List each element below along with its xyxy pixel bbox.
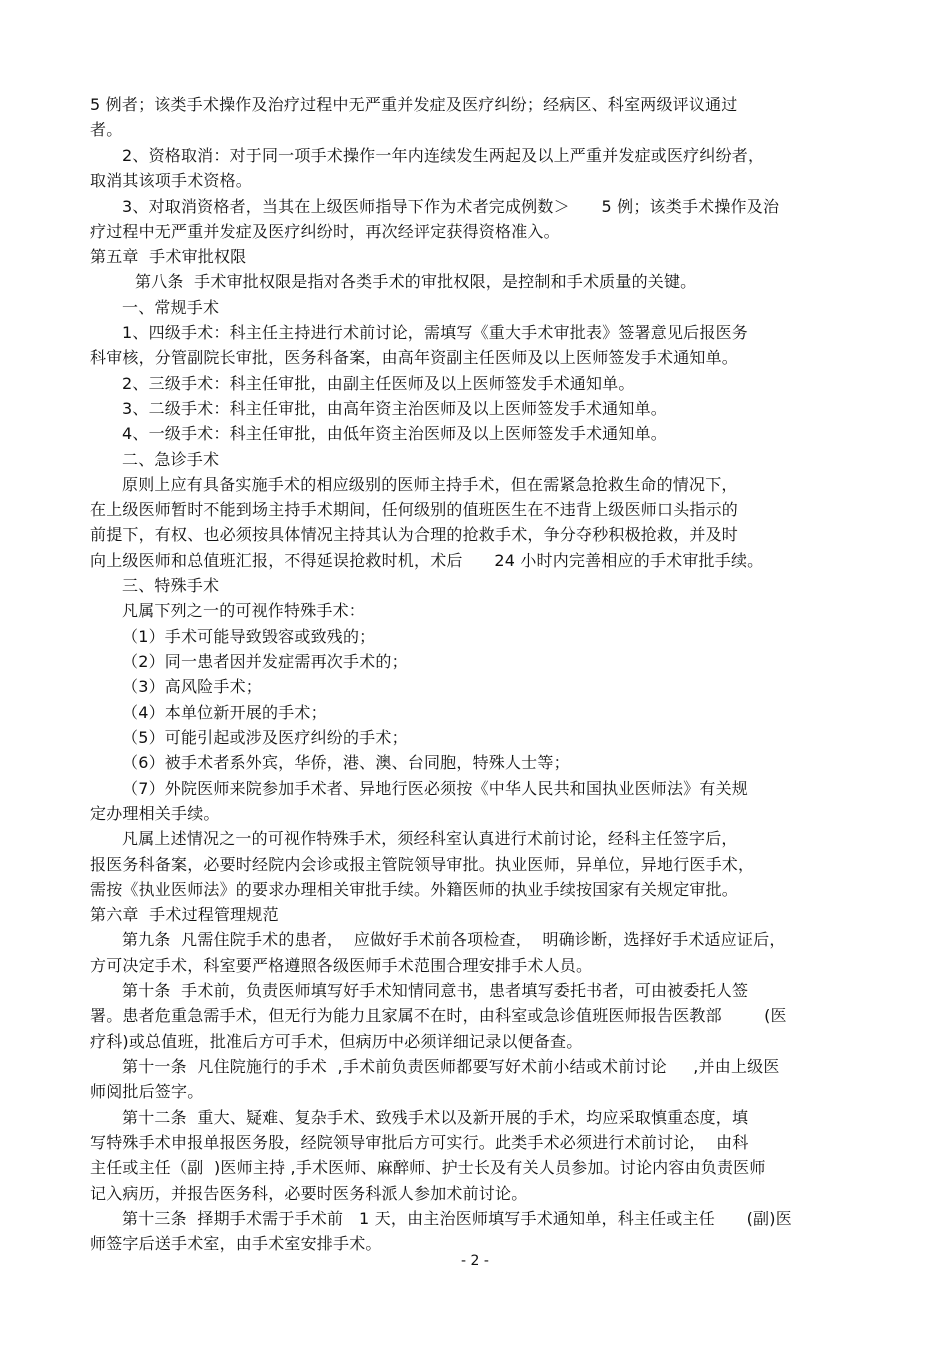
text-line: （7）外院医师来院参加手术者、异地行医必须按《中华人民共和国执业医师法》有关规: [122, 779, 748, 798]
text-line: 疗科)或总值班，批准后方可手术，但病历中必须详细记录以便备查。: [90, 1032, 583, 1051]
text-line: 在上级医师暂时不能到场主持手术期间，任何级别的值班医生在不违背上级医师口头指示的: [90, 500, 739, 519]
text-line: 第十条 手术前，负责医师填写好手术知情同意书，患者填写委托书者，可由被委托人签: [122, 981, 749, 1000]
text-line: 取消其该项手术资格。: [90, 171, 253, 190]
text-line: 需按《执业医师法》的要求办理相关审批手续。外籍医师的执业手续按国家有关规定审批。: [90, 880, 739, 899]
text-line: 前提下，有权、也必须按具体情况主持其认为合理的抢救手术，争分夺秒积极抢救，并及时: [90, 525, 739, 544]
text-line: 记入病历，并报告医务科，必要时医务科派人参加术前讨论。: [90, 1184, 528, 1203]
text-line: 者。: [90, 120, 123, 139]
text-line: 第五章 手术审批权限: [90, 247, 247, 266]
text-line: 第十三条 择期手术需于手术前 1 天，由主治医师填写手术通知单，科主任或主任 (副)医: [122, 1209, 792, 1228]
text-line: （6）被手术者系外宾，华侨，港、澳、台同胞，特殊人士等；: [122, 753, 570, 772]
text-line: 一、常规手术: [122, 298, 220, 317]
text-line: 报医务科备案，必要时经院内会诊或报主管院领导审批。执业医师，异单位，异地行医手术，: [90, 855, 755, 874]
text-line: 原则上应有具备实施手术的相应级别的医师主持手术，但在需紧急抢救生命的情况下，: [122, 475, 738, 494]
text-line: 第八条 手术审批权限是指对各类手术的审批权限，是控制和手术质量的关键。: [135, 272, 697, 291]
text-line: 2、资格取消：对于同一项手术操作一年内连续发生两起及以上严重并发症或医疗纠纷者，: [122, 146, 765, 165]
text-line: 署。患者危重急需手术，但无行为能力且家属不在时，由科室或急诊值班医师报告医教部 (医: [90, 1006, 787, 1025]
text-line: 二、急诊手术: [122, 450, 220, 469]
text-line: 三、特殊手术: [122, 576, 220, 595]
text-line: （1）手术可能导致毁容或致残的；: [122, 627, 376, 646]
text-line: 第十一条 凡住院施行的手术 ,手术前负责医师都要写好术前小结或术前讨论 ,并由上级医: [122, 1057, 780, 1076]
text-line: （2）同一患者因并发症需再次手术的；: [122, 652, 408, 671]
text-line: （4）本单位新开展的手术；: [122, 703, 327, 722]
text-line: 凡属下列之一的可视作特殊手术：: [122, 601, 366, 620]
text-line: 凡属上述情况之一的可视作特殊手术，须经科室认真进行术前讨论，经科主任签字后，: [122, 829, 738, 848]
text-line: 5 例者；该类手术操作及治疗过程中无严重并发症及医疗纠纷；经病区、科室两级评议通过: [90, 95, 738, 114]
text-line: 第九条 凡需住院手术的患者， 应做好手术前各项检查， 明确诊断，选择好手术适应证后，: [122, 930, 786, 949]
text-line: 师阅批后签字。: [90, 1082, 204, 1101]
text-line: （5）可能引起或涉及医疗纠纷的手术；: [122, 728, 408, 747]
text-line: 方可决定手术，科室要严格遵照各级医师手术范围合理安排手术人员。: [90, 956, 593, 975]
text-line: （3）高风险手术；: [122, 677, 262, 696]
text-line: 1、四级手术：科主任主持进行术前讨论，需填写《重大手术审批表》签署意见后报医务: [122, 323, 748, 342]
text-line: 定办理相关手续。: [90, 804, 220, 823]
text-line: 4、一级手术：科主任审批，由低年资主治医师及以上医师签发手术通知单。: [122, 424, 667, 443]
text-line: 第六章 手术过程管理规范: [90, 905, 279, 924]
text-line: 2、三级手术：科主任审批，由副主任医师及以上医师签发手术通知单。: [122, 374, 635, 393]
text-line: 主任或主任（副 )医师主持 ,手术医师、麻醉师、护士长及有关人员参加。讨论内容由负责医师: [90, 1158, 766, 1177]
text-line: 师签字后送手术室，由手术室安排手术。: [90, 1234, 382, 1253]
text-line: 第十二条 重大、疑难、复杂手术、致残手术以及新开展的手术，均应采取慎重态度，填: [122, 1108, 749, 1127]
page-number: - 2 -: [461, 1253, 489, 1269]
text-line: 向上级医师和总值班汇报，不得延误抢救时机，术后 24 小时内完善相应的手术审批手续。: [90, 551, 764, 570]
text-line: 科审核，分管副院长审批，医务科备案，由高年资副主任医师及以上医师签发手术通知单。: [90, 348, 739, 367]
text-line: 3、二级手术：科主任审批，由高年资主治医师及以上医师签发手术通知单。: [122, 399, 667, 418]
text-line: 3、对取消资格者，当其在上级医师指导下作为术者完成例数＞ 5 例；该类手术操作及治: [122, 197, 780, 216]
text-line: 疗过程中无严重并发症及医疗纠纷时，再次经评定获得资格准入。: [90, 222, 560, 241]
text-line: 写特殊手术申报单报医务股，经院领导审批后方可实行。此类手术必须进行术前讨论， 由科: [90, 1133, 749, 1152]
